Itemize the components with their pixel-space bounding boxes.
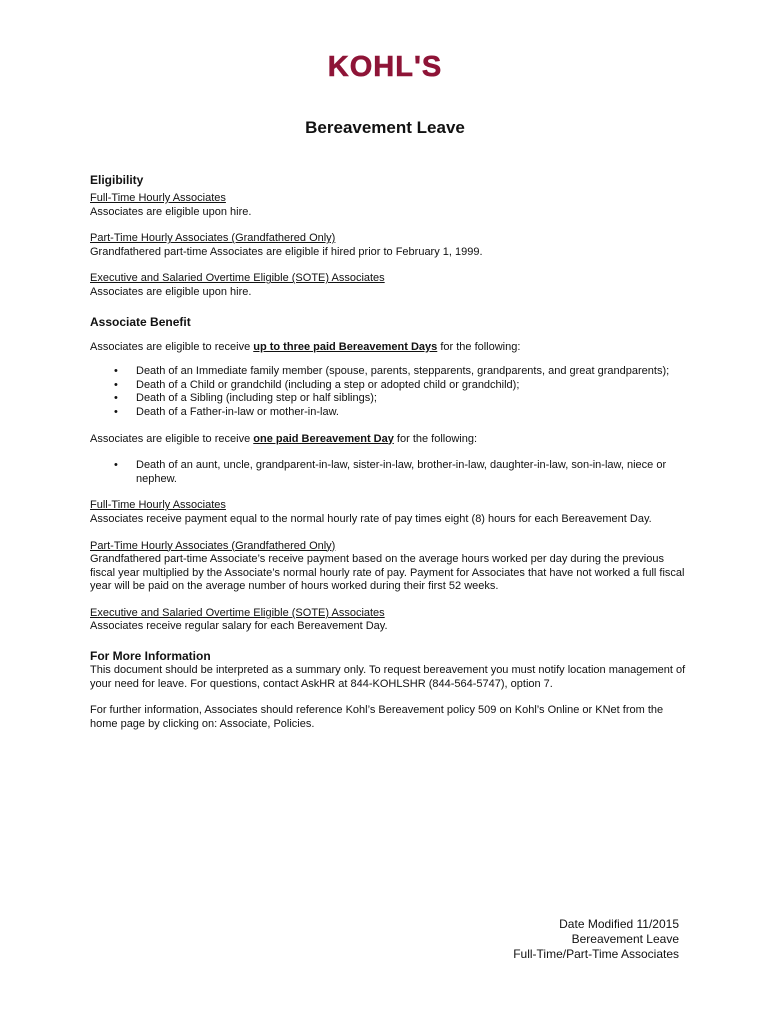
eligibility-group bbox=[90, 272, 690, 299]
footer-date-modified: Date Modified 11/2015 bbox=[559, 917, 679, 931]
page-title: Bereavement Leave bbox=[305, 118, 465, 137]
eligibility-heading: Eligibility bbox=[90, 173, 144, 187]
bullet-icon: • bbox=[114, 378, 118, 391]
group-label: Part-Time Hourly Associates (Grandfathered Only) bbox=[90, 539, 336, 552]
list-item-text: Death of a Child or grandchild (including a step or adopted child or grandchild); bbox=[136, 378, 520, 391]
bullet-icon: • bbox=[114, 405, 118, 418]
more-info-paragraph: For further information, Associates should reference Kohl’s Bereavement policy 509 on Kohl’s Online or KNet from the home page by clicking on: Associate, Policies. bbox=[90, 704, 664, 730]
group-text: Associates are eligible upon hire. bbox=[90, 205, 252, 218]
list-item bbox=[90, 406, 690, 420]
intro-pre: Associates are eligible to receive bbox=[90, 432, 254, 445]
group-label: Executive and Salaried Overtime Eligible (SOTE) Associates bbox=[90, 606, 385, 619]
list-item-text: Death of a Sibling (including step or half siblings); bbox=[136, 392, 377, 405]
more-info-heading: For More Information bbox=[90, 649, 211, 664]
group-text: Associates are eligible upon hire. bbox=[90, 285, 252, 298]
intro-emphasis: up to three paid Bereavement Days bbox=[253, 340, 438, 353]
eligibility-group bbox=[90, 192, 690, 219]
document-footer bbox=[513, 917, 679, 962]
benefit-group bbox=[90, 607, 690, 634]
bullet-icon: • bbox=[114, 365, 118, 378]
list-item bbox=[90, 379, 690, 393]
kohls-logo bbox=[300, 50, 470, 86]
bullet-icon: • bbox=[114, 459, 118, 472]
footer-document-title: Bereavement Leave bbox=[571, 932, 679, 946]
intro-pre: Associates are eligible to receive bbox=[90, 340, 254, 353]
list-item bbox=[90, 459, 690, 486]
more-info-section bbox=[90, 649, 690, 731]
intro-post: for the following: bbox=[437, 340, 521, 353]
bullet-icon: • bbox=[114, 392, 118, 405]
benefit-group bbox=[90, 540, 690, 594]
group-text: Associates receive payment equal to the normal hourly rate of pay times eight (8) hours for each Bereavement Day. bbox=[90, 512, 652, 525]
three-day-list bbox=[90, 365, 690, 419]
list-item-text: Death of an aunt, uncle, grandparent-in-law, sister-in-law, brother-in-law, daughter-in-law, son-in-law, niece or nephew. bbox=[136, 459, 667, 485]
document-body bbox=[90, 173, 690, 731]
benefit-section bbox=[90, 315, 690, 635]
group-label: Part-Time Hourly Associates (Grandfathered Only) bbox=[90, 232, 336, 245]
benefit-heading: Associate Benefit bbox=[90, 314, 191, 329]
intro-post: for the following: bbox=[393, 432, 478, 445]
group-label: Executive and Salaried Overtime Eligible (SOTE) Associates bbox=[90, 272, 385, 285]
eligibility-section bbox=[90, 173, 690, 300]
eligibility-group bbox=[90, 232, 690, 259]
list-item-text: Death of an Immediate family member (spouse, parents, stepparents, grandparents, and great grandparents); bbox=[136, 365, 670, 378]
benefit-intro-one-day bbox=[90, 433, 690, 447]
group-text: Grandfathered part-time Associates are eligible if hired prior to February 1, 1999. bbox=[90, 245, 483, 258]
footer-audience: Full-Time/Part-Time Associates bbox=[513, 947, 679, 961]
list-item bbox=[90, 365, 690, 379]
group-text: Associates receive regular salary for each Bereavement Day. bbox=[90, 620, 388, 633]
intro-emphasis: one paid Bereavement Day bbox=[253, 432, 394, 445]
group-label: Full-Time Hourly Associates bbox=[90, 499, 226, 512]
more-info-paragraph: This document should be interpreted as a summary only. To request bereavement you must notify location management of your need for leave. For questions, contact AskHR at 844-KOHLSHR (844-564-5747), option 7. bbox=[90, 664, 686, 690]
list-item bbox=[90, 392, 690, 406]
benefit-group bbox=[90, 499, 690, 526]
logo-text: KOHL'S bbox=[327, 51, 443, 83]
group-text: Grandfathered part-time Associate’s receive payment based on the average hours worked per day during the previous fiscal year multiplied by the Associate’s normal hourly rate of pay. Payment for Associates that have not worked a full fiscal year will be paid on the average number of hours worked during their first 52 weeks. bbox=[90, 553, 685, 593]
benefit-intro-three-days bbox=[90, 341, 690, 355]
one-day-list bbox=[90, 459, 690, 486]
list-item-text: Death of a Father-in-law or mother-in-law. bbox=[136, 405, 339, 418]
group-label: Full-Time Hourly Associates bbox=[90, 192, 226, 204]
